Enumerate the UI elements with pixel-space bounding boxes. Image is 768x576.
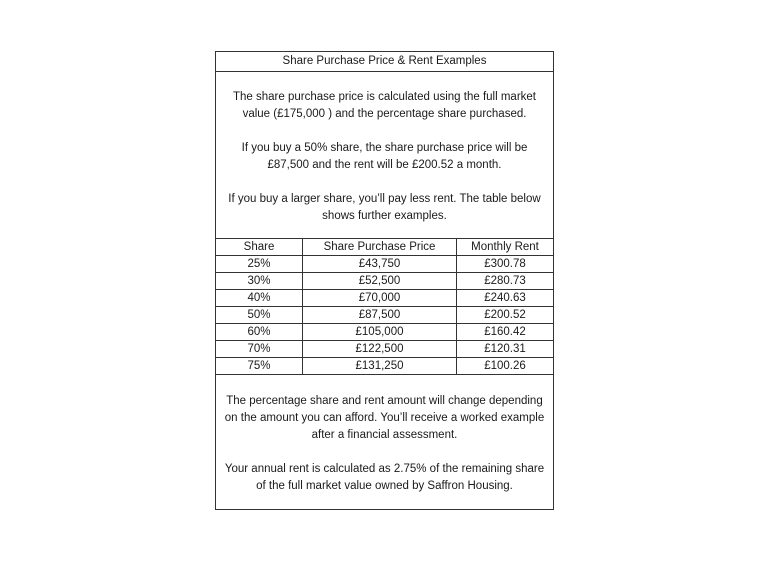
examples-table — [216, 239, 553, 375]
cell-price: £52,500 — [303, 273, 457, 290]
table-row — [216, 358, 553, 375]
outro-paragraph-affordability: The percentage share and rent amount will change depending on the amount you can afford. You’ll receive a worked example after a financial assessment. — [224, 395, 545, 441]
cell-price: £70,000 — [303, 290, 457, 307]
cell-share: 25% — [216, 256, 303, 273]
cell-share: 30% — [216, 273, 303, 290]
intro-paragraph-fifty-percent-example: If you buy a 50% share, the share purchase price will be £87,500 and the rent will be £200.52 a month. — [241, 142, 528, 171]
cell-rent: £280.73 — [457, 273, 554, 290]
table-row — [216, 273, 553, 290]
outro-section — [216, 375, 553, 509]
intro-section — [216, 72, 553, 239]
intro-paragraph-larger-share: If you buy a larger share, you’ll pay less rent. The table below shows further examples. — [228, 193, 541, 222]
header-monthly-rent: Monthly Rent — [457, 239, 554, 256]
intro-paragraph-full-market-value: The share purchase price is calculated using the full market value (£175,000 ) and the percentage share purchased. — [233, 91, 536, 120]
cell-share: 40% — [216, 290, 303, 307]
cell-rent: £200.52 — [457, 307, 554, 324]
header-share-purchase-price: Share Purchase Price — [303, 239, 457, 256]
table-row — [216, 307, 553, 324]
cell-rent: £100.26 — [457, 358, 554, 375]
table-row — [216, 341, 553, 358]
cell-price: £105,000 — [303, 324, 457, 341]
cell-share: 70% — [216, 341, 303, 358]
cell-share: 75% — [216, 358, 303, 375]
cell-share: 50% — [216, 307, 303, 324]
table-row — [216, 290, 553, 307]
header-share: Share — [216, 239, 303, 256]
cell-share: 60% — [216, 324, 303, 341]
cell-price: £131,250 — [303, 358, 457, 375]
table-header-row — [216, 239, 553, 256]
table-row — [216, 324, 553, 341]
cell-rent: £300.78 — [457, 256, 554, 273]
document-title: Share Purchase Price & Rent Examples — [216, 52, 553, 72]
table-row — [216, 256, 553, 273]
share-price-rent-document — [215, 51, 554, 510]
outro-paragraph-annual-rent: Your annual rent is calculated as 2.75% of the remaining share of the full market value owned by Saffron Housing. — [224, 463, 545, 492]
cell-price: £122,500 — [303, 341, 457, 358]
cell-price: £43,750 — [303, 256, 457, 273]
cell-rent: £160.42 — [457, 324, 554, 341]
cell-rent: £240.63 — [457, 290, 554, 307]
cell-rent: £120.31 — [457, 341, 554, 358]
cell-price: £87,500 — [303, 307, 457, 324]
